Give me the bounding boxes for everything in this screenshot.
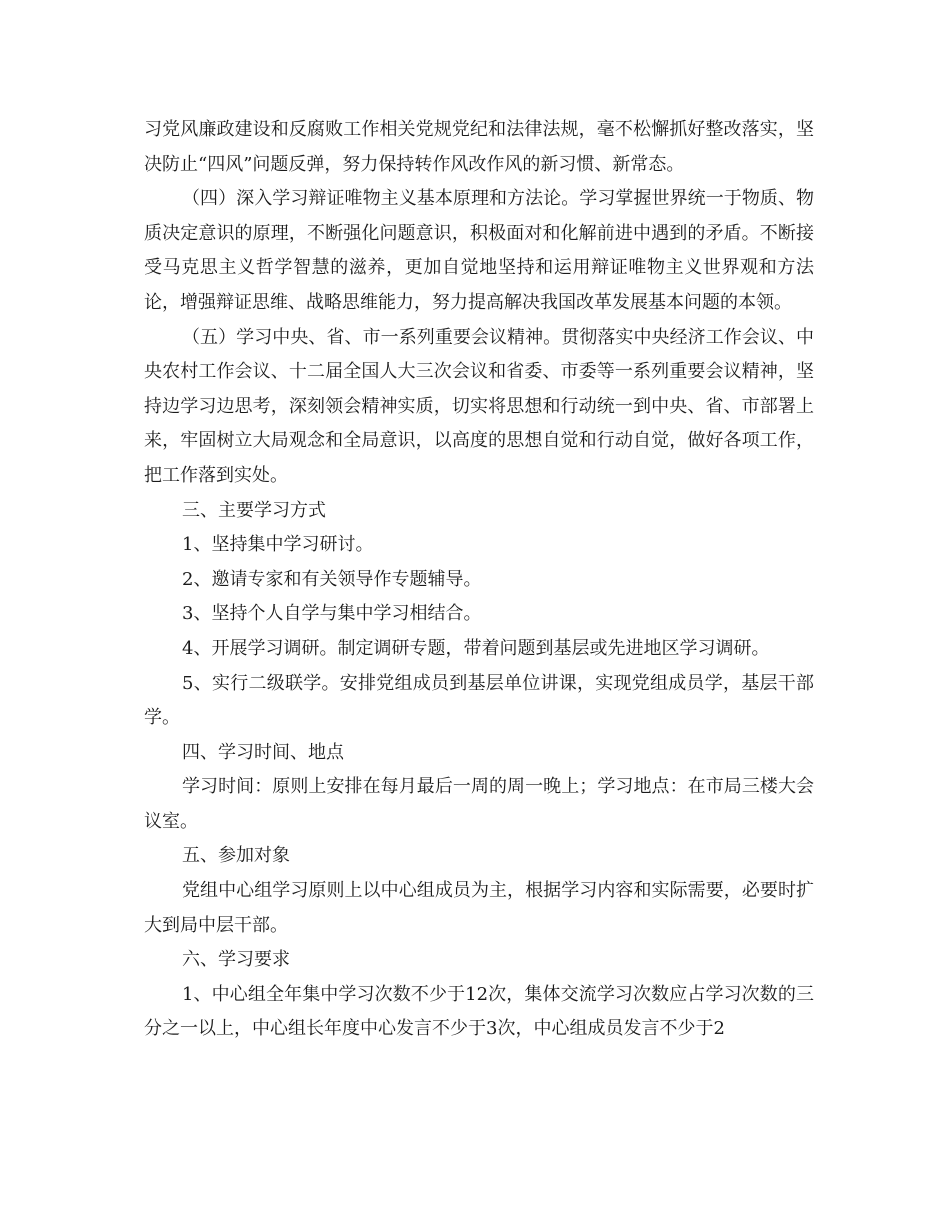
- section-heading-requirements: 六、学习要求: [182, 949, 290, 971]
- section-heading-time-place: 四、学习时间、地点: [182, 741, 344, 763]
- paragraph-time-place: 学习时间：原则上安排在每月最后一周的周一晚上；学习地点：在市局三楼大会议室。: [144, 776, 814, 832]
- list-item-method-3: 3、坚持个人自学与集中学习相结合。: [182, 603, 482, 625]
- list-item-method-2: 2、邀请专家和有关领导作专题辅导。: [182, 568, 482, 590]
- list-item-method-1: 1、坚持集中学习研讨。: [182, 534, 374, 556]
- paragraph-participants: 党组中心组学习原则上以中心组成员为主，根据学习内容和实际需要，必要时扩大到局中层干部。: [144, 880, 814, 936]
- section-heading-study-methods: 三、主要学习方式: [182, 499, 326, 521]
- document-body: [144, 113, 814, 1047]
- paragraph-item-5: （五）学习中央、省、市一系列重要会议精神。贯彻落实中央经济工作会议、中央农村工作会议、十二届全国人大三次会议和省委、市委等一系列重要会议精神，坚持边学习边思考，深刻领会精神实质，切实将思想和行动统一到中央、省、市部署上来，牢固树立大局观念和全局意识，以高度的思想自觉和行动自觉，做好各项工作，把工作落到实处。: [144, 326, 814, 486]
- paragraph-item-4: （四）深入学习辩证唯物主义基本原理和方法论。学习掌握世界统一于物质、物质决定意识的原理，不断强化问题意识，积极面对和化解前进中遇到的矛盾。不断接受马克思主义哲学智慧的滋养，更加自觉地坚持和运用辩证唯物主义世界观和方法论，增强辩证思维、战略思维能力，努力提高解决我国改革发展基本问题的本领。: [144, 188, 814, 313]
- list-item-method-5: 5、实行二级联学。安排党组成员到基层单位讲课，实现党组成员学，基层干部学。: [144, 672, 814, 729]
- section-heading-participants: 五、参加对象: [182, 845, 290, 867]
- list-item-method-4: 4、开展学习调研。制定调研专题，带着问题到基层或先进地区学习调研。: [182, 637, 770, 659]
- list-item-requirement-1: 1、中心组全年集中学习次数不少于12次，集体交流学习次数应占学习次数的三分之一以上，中心组长年度中心发言不少于3次，中心组成员发言不少于2: [144, 983, 814, 1040]
- paragraph-continuation: 习党风廉政建设和反腐败工作相关党规党纪和法律法规，毫不松懈抓好整改落实，坚决防止“四风”问题反弹，努力保持转作风改作风的新习惯、新常态。: [144, 119, 814, 175]
